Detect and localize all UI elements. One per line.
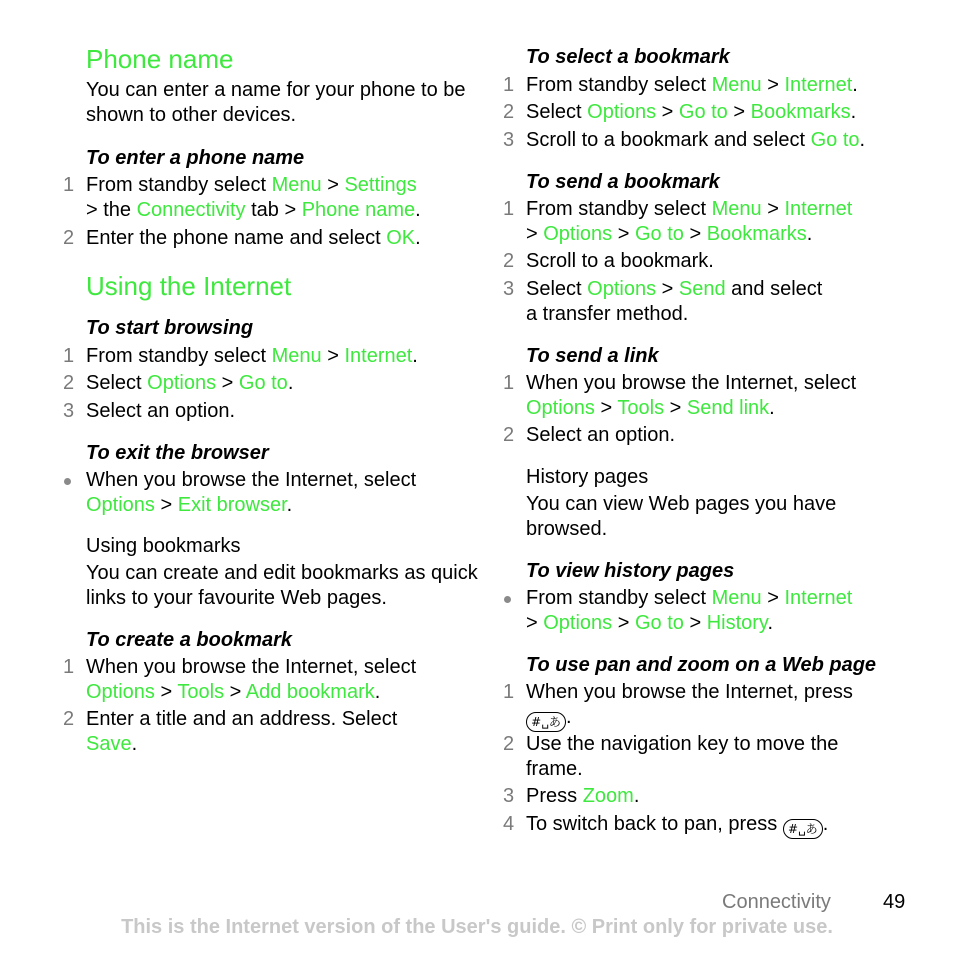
step-number: 2 xyxy=(63,708,75,730)
hash-key-icon: #␣あ xyxy=(783,819,823,839)
footer-notice: This is the Internet version of the User's guide. © Print only for private use. xyxy=(121,916,833,938)
link-go-to: Go to xyxy=(810,129,860,151)
link-internet: Internet xyxy=(784,198,853,220)
select-bookmark-heading: To select a bookmark xyxy=(526,46,730,68)
step-number: 1 xyxy=(63,174,75,196)
step-text: From standby select Menu > Internet. xyxy=(526,74,858,96)
link-options: Options xyxy=(526,397,595,419)
history-pages-heading: History pages xyxy=(526,466,649,488)
bullet-icon xyxy=(64,478,71,485)
hash-key-icon: #␣あ xyxy=(526,712,566,732)
step-number: 2 xyxy=(503,733,515,755)
step-number: 2 xyxy=(63,227,75,249)
step-number: 3 xyxy=(503,129,515,151)
step-number: 1 xyxy=(503,198,515,220)
step-number: 2 xyxy=(503,250,515,272)
send-bookmark-heading: To send a bookmark xyxy=(526,171,720,193)
step-text: When you browse the Internet, select Options > Tools > Send link. xyxy=(526,372,857,419)
link-connectivity: Connectivity xyxy=(136,199,246,221)
link-menu: Menu xyxy=(271,174,322,196)
step-text: From standby select Menu > Internet. xyxy=(86,345,418,367)
step-text: Enter a title and an address. Select Save. xyxy=(86,708,398,755)
step-text: When you browse the Internet, select Options > Exit browser. xyxy=(86,469,417,516)
link-menu: Menu xyxy=(711,198,762,220)
link-options: Options xyxy=(587,101,657,123)
link-menu: Menu xyxy=(711,587,762,609)
pan-zoom-heading: To use pan and zoom on a Web page xyxy=(526,654,877,676)
link-history: History xyxy=(706,612,768,634)
create-bookmark-heading: To create a bookmark xyxy=(86,629,293,651)
send-link-heading: To send a link xyxy=(526,345,659,367)
step-text: Press Zoom. xyxy=(526,785,640,807)
link-go-to: Go to xyxy=(678,101,728,123)
link-options: Options xyxy=(587,278,657,300)
link-send-link: Send link xyxy=(686,397,770,419)
footer-section-name: Connectivity xyxy=(722,891,831,913)
step-number: 2 xyxy=(503,424,515,446)
link-go-to: Go to xyxy=(238,372,288,394)
step-number: 1 xyxy=(503,74,515,96)
step-text: Enter the phone name and select OK. xyxy=(86,227,421,249)
page-number: 49 xyxy=(883,891,906,913)
bullet-icon xyxy=(504,596,511,603)
link-tools: Tools xyxy=(617,397,665,419)
step-text: From standby select Menu > Internet > Options > Go to > Bookmarks. xyxy=(526,198,853,245)
step-text: From standby select Menu > Settings > the Connectivity tab > Phone name. xyxy=(86,174,421,221)
link-go-to: Go to xyxy=(634,612,684,634)
step-number: 1 xyxy=(503,681,515,703)
link-exit-browser: Exit browser xyxy=(177,494,287,516)
step-text: When you browse the Internet, press #␣あ . xyxy=(526,680,853,732)
link-internet: Internet xyxy=(784,587,853,609)
step-number: 3 xyxy=(503,785,515,807)
link-options: Options xyxy=(543,223,613,245)
step-text: When you browse the Internet, select Options > Tools > Add bookmark. xyxy=(86,656,417,703)
step-number: 3 xyxy=(63,400,75,422)
step-text: To switch back to pan, press #␣あ . xyxy=(526,812,828,839)
enter-phone-name-heading: To enter a phone name xyxy=(86,147,305,169)
start-browsing-heading: To start browsing xyxy=(86,317,254,339)
step-number: 1 xyxy=(63,656,75,678)
link-zoom: Zoom xyxy=(582,785,634,807)
link-internet: Internet xyxy=(784,74,853,96)
link-ok: OK xyxy=(386,227,416,249)
history-intro: You can view Web pages you have browsed. xyxy=(526,493,837,540)
step-text: Select an option. xyxy=(86,400,235,422)
step-text: Select Options > Send and select a transfer method. xyxy=(526,278,823,325)
link-bookmarks: Bookmarks xyxy=(706,223,807,245)
exit-browser-heading: To exit the browser xyxy=(86,442,269,464)
link-bookmarks: Bookmarks xyxy=(750,101,851,123)
link-options: Options xyxy=(86,494,155,516)
link-options: Options xyxy=(86,681,155,703)
bookmarks-intro: You can create and edit bookmarks as quick links to your favourite Web pages. xyxy=(86,562,478,609)
step-number: 1 xyxy=(503,372,515,394)
step-text: Select an option. xyxy=(526,424,675,446)
link-save: Save xyxy=(86,733,132,755)
step-number: 2 xyxy=(63,372,75,394)
phone-name-intro: You can enter a name for your phone to be shown to other devices. xyxy=(86,79,466,126)
link-settings: Settings xyxy=(344,174,417,196)
link-phone-name: Phone name xyxy=(301,199,416,221)
link-add-bookmark: Add bookmark xyxy=(245,681,375,703)
link-internet: Internet xyxy=(344,345,413,367)
step-text: Scroll to a bookmark and select Go to. xyxy=(526,129,866,151)
step-number: 2 xyxy=(503,101,515,123)
step-number: 1 xyxy=(63,345,75,367)
step-number: 4 xyxy=(503,813,515,835)
using-bookmarks-heading: Using bookmarks xyxy=(86,535,241,557)
phone-name-title: Phone name xyxy=(86,44,234,74)
link-options: Options xyxy=(147,372,217,394)
step-text: From standby select Menu > Internet > Options > Go to > History. xyxy=(526,587,853,634)
step-text: Select Options > Go to > Bookmarks. xyxy=(526,101,857,123)
link-menu: Menu xyxy=(271,345,322,367)
link-options: Options xyxy=(543,612,613,634)
step-text: Use the navigation key to move the frame. xyxy=(526,733,839,780)
step-text: Scroll to a bookmark. xyxy=(526,250,714,272)
link-send: Send xyxy=(678,278,726,300)
step-number: 3 xyxy=(503,278,515,300)
view-history-heading: To view history pages xyxy=(526,560,735,582)
using-internet-title: Using the Internet xyxy=(86,271,292,301)
link-tools: Tools xyxy=(177,681,225,703)
link-menu: Menu xyxy=(711,74,762,96)
link-go-to: Go to xyxy=(634,223,684,245)
step-text: Select Options > Go to. xyxy=(86,372,294,394)
